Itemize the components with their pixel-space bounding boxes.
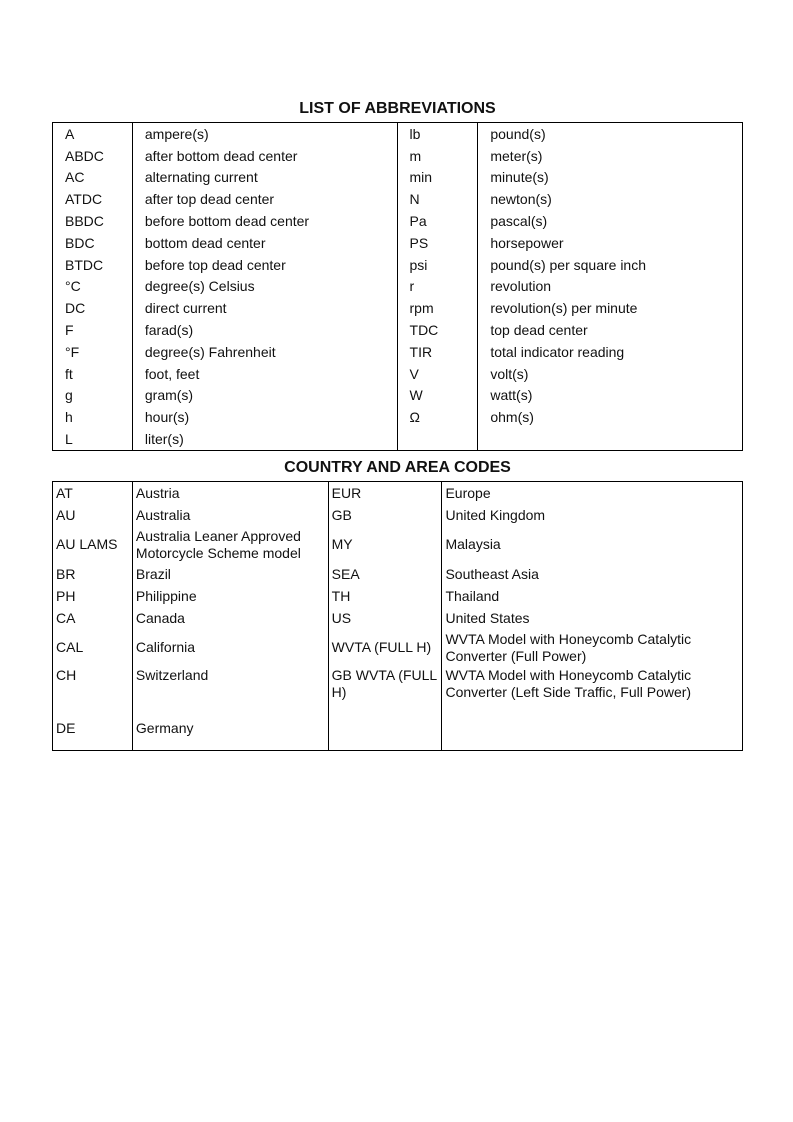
abbreviation-code: N [397, 188, 478, 210]
abbreviation-row [53, 167, 743, 189]
abbreviation-code: ft [53, 363, 133, 385]
country-name: Brazil [132, 563, 328, 585]
country-code: SEA [328, 563, 442, 585]
country-name: Australia [132, 504, 328, 526]
abbreviation-code: r [397, 276, 478, 298]
country-name [442, 706, 743, 751]
abbreviation-code: A [53, 123, 133, 145]
abbreviation-meaning: watt(s) [490, 387, 533, 404]
abbreviation-meaning: horsepower [490, 234, 564, 251]
abbreviation-meaning: total indicator reading [490, 343, 625, 360]
abbreviation-meaning: ohm(s) [490, 409, 534, 426]
abbreviation-meaning: liter(s) [132, 428, 397, 450]
country-code: CH [53, 666, 133, 706]
country-code: CA [53, 607, 133, 629]
country-code-row [53, 666, 743, 706]
abbreviation-meaning: gram(s) [132, 385, 397, 407]
country-code-row [53, 482, 743, 505]
abbreviation-code: L [53, 428, 133, 450]
abbreviation-meaning: farad(s) [132, 319, 397, 341]
abbreviation-meaning: direct current [132, 297, 397, 319]
abbreviation-meaning: degree(s) Fahrenheit [132, 341, 397, 363]
country-code-row [53, 504, 743, 526]
country-code: PH [53, 585, 133, 607]
country-code: US [328, 607, 442, 629]
abbreviation-meaning: alternating current [132, 167, 397, 189]
country-code-row [53, 629, 743, 666]
abbreviation-meaning: pound(s) per square inch [490, 256, 647, 273]
country-name: Canada [132, 607, 328, 629]
abbreviation-code: TIR [397, 341, 478, 363]
country-codes-table [52, 481, 743, 751]
country-name: United States [445, 609, 530, 626]
country-name: Philippine [132, 585, 328, 607]
abbreviation-code: AC [53, 167, 133, 189]
abbreviation-meaning: after bottom dead center [132, 145, 397, 167]
country-code: EUR [328, 482, 442, 505]
abbreviation-row [53, 232, 743, 254]
abbreviation-meaning: revolution(s) per minute [490, 300, 638, 317]
abbreviation-meaning: after top dead center [132, 188, 397, 210]
country-code: MY [328, 526, 442, 563]
abbreviation-meaning: hour(s) [132, 406, 397, 428]
abbreviation-meaning: minute(s) [490, 169, 549, 186]
abbreviation-row [53, 188, 743, 210]
abbreviation-code [397, 428, 478, 450]
abbreviation-meaning: revolution [490, 278, 552, 295]
abbreviation-row [53, 123, 743, 145]
country-code: AU LAMS [53, 526, 133, 563]
abbreviation-code: V [397, 363, 478, 385]
abbreviation-row [53, 385, 743, 407]
abbreviation-meaning [478, 428, 743, 450]
country-name: Malaysia [445, 536, 501, 552]
abbreviation-row [53, 406, 743, 428]
abbreviation-code: lb [397, 123, 478, 145]
country-name: Europe [445, 484, 491, 501]
country-code: DE [53, 706, 133, 751]
abbreviation-code: BBDC [53, 210, 133, 232]
country-code [328, 706, 442, 751]
abbreviation-row [53, 297, 743, 319]
abbreviation-meaning: top dead center [490, 322, 588, 339]
abbreviation-code: BTDC [53, 254, 133, 276]
abbreviation-meaning: meter(s) [490, 147, 543, 164]
abbreviations-title: LIST OF ABBREVIATIONS [299, 100, 496, 117]
country-name: WVTA Model with Honeycomb Catalytic Converter (Full Power) [445, 630, 692, 664]
abbreviation-meaning: before top dead center [132, 254, 397, 276]
abbreviation-meaning: newton(s) [490, 191, 552, 208]
country-name: California [132, 629, 328, 666]
country-name: Thailand [445, 587, 500, 604]
country-name: United Kingdom [445, 506, 546, 523]
abbreviation-meaning: bottom dead center [132, 232, 397, 254]
country-code: AU [53, 504, 133, 526]
abbreviations-table [52, 122, 743, 451]
abbreviation-row [53, 210, 743, 232]
abbreviation-row [53, 319, 743, 341]
abbreviation-code: Ω [397, 406, 478, 428]
abbreviation-code: °C [53, 276, 133, 298]
abbreviation-code: m [397, 145, 478, 167]
abbreviation-code: rpm [397, 297, 478, 319]
country-code: BR [53, 563, 133, 585]
abbreviation-code: PS [397, 232, 478, 254]
abbreviation-row [53, 341, 743, 363]
abbreviation-meaning: pound(s) [490, 125, 546, 142]
country-name: Switzerland [132, 666, 328, 706]
abbreviation-meaning: ampere(s) [132, 123, 397, 145]
abbreviation-code: ABDC [53, 145, 133, 167]
abbreviation-code: g [53, 385, 133, 407]
abbreviation-meaning: pascal(s) [490, 213, 548, 230]
country-code: TH [328, 585, 442, 607]
country-codes-title: COUNTRY AND AREA CODES [284, 459, 511, 476]
abbreviation-code: h [53, 406, 133, 428]
abbreviation-meaning: volt(s) [490, 365, 529, 382]
abbreviation-code: BDC [53, 232, 133, 254]
abbreviation-code: W [397, 385, 478, 407]
abbreviation-meaning: before bottom dead center [132, 210, 397, 232]
country-code: WVTA (FULL H) [328, 629, 442, 666]
abbreviation-row [53, 254, 743, 276]
country-code-row [53, 607, 743, 629]
abbreviation-row [53, 145, 743, 167]
country-name: Southeast Asia [445, 565, 539, 582]
country-code-row [53, 526, 743, 563]
country-name: Germany [132, 706, 328, 751]
abbreviation-code: DC [53, 297, 133, 319]
country-code: GB WVTA (FULL H) [328, 666, 442, 706]
country-code-row [53, 585, 743, 607]
country-code-row [53, 563, 743, 585]
country-code: GB [328, 504, 442, 526]
country-code-row [53, 706, 743, 751]
country-code: CAL [53, 629, 133, 666]
abbreviation-meaning: foot, feet [132, 363, 397, 385]
abbreviation-code: F [53, 319, 133, 341]
abbreviation-code: min [397, 167, 478, 189]
abbreviation-meaning: degree(s) Celsius [132, 276, 397, 298]
abbreviation-code: ATDC [53, 188, 133, 210]
country-name: Australia Leaner Approved Motorcycle Scheme model [132, 526, 328, 563]
country-code: AT [53, 482, 133, 505]
abbreviation-code: °F [53, 341, 133, 363]
country-name: Austria [132, 482, 328, 505]
abbreviation-code: TDC [397, 319, 478, 341]
country-name: WVTA Model with Honeycomb Catalytic Converter (Left Side Traffic, Full Power) [445, 667, 692, 700]
abbreviation-row [53, 363, 743, 385]
abbreviation-code: psi [397, 254, 478, 276]
abbreviation-row [53, 428, 743, 450]
abbreviation-code: Pa [397, 210, 478, 232]
abbreviation-row [53, 276, 743, 298]
